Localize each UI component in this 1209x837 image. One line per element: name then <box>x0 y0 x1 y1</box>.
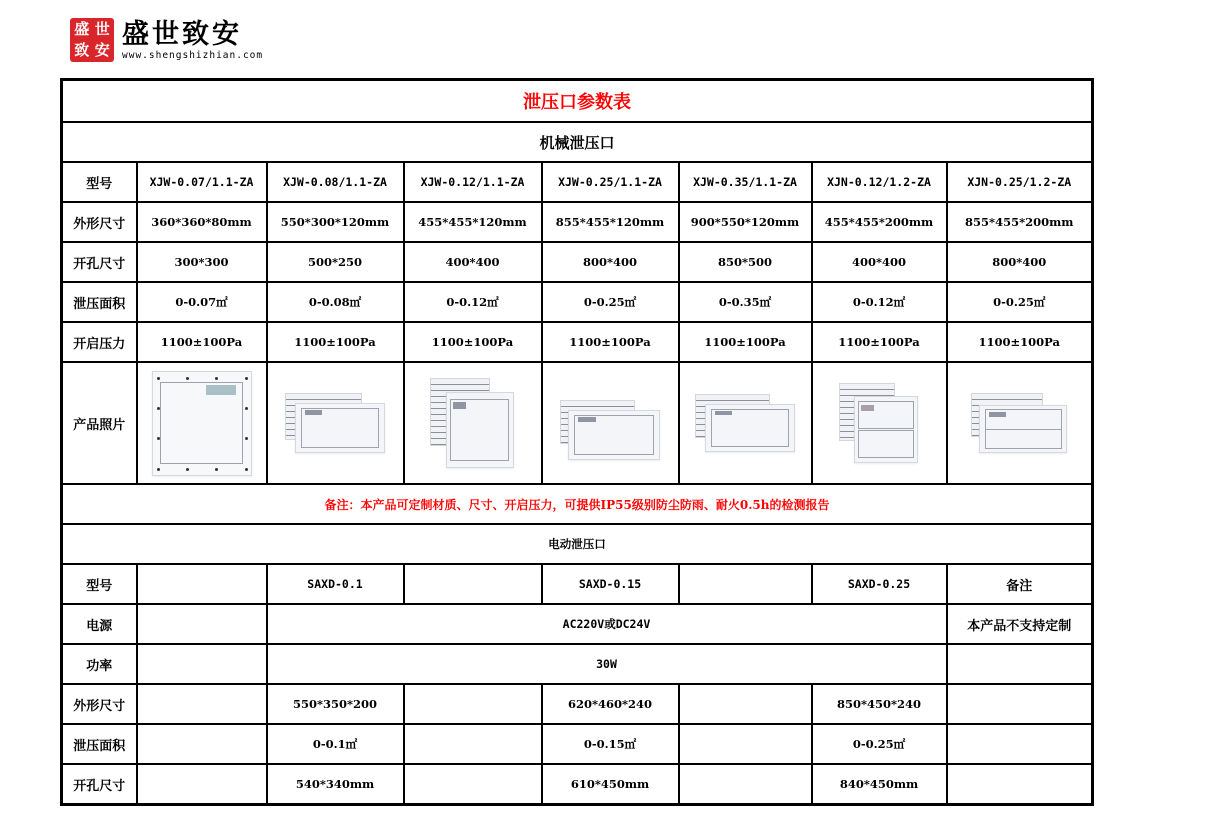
table-cell: 0-0.12㎡ <box>404 282 542 322</box>
product-photo-cell <box>267 362 404 484</box>
table-cell-empty <box>679 684 812 724</box>
table-cell: 0-0.25㎡ <box>947 282 1093 322</box>
table-cell: XJN-0.12/1.2-ZA <box>812 162 947 202</box>
row-label: 泄压面积 <box>62 282 137 322</box>
seal-char: 世 <box>94 20 110 38</box>
mechanical-note: 备注：本产品可定制材质、尺寸、开启压力，可提供IP55级别防尘防雨、耐火0.5h的检测报告 <box>62 484 1093 524</box>
table-cell: 855*455*200mm <box>947 202 1093 242</box>
table-cell: 850*500 <box>679 242 812 282</box>
table-cell: 360*360*80mm <box>137 202 267 242</box>
table-cell-empty <box>137 764 267 805</box>
table-cell: 840*450mm <box>812 764 947 805</box>
table-cell: 0-0.07㎡ <box>137 282 267 322</box>
table-cell: 455*455*120mm <box>404 202 542 242</box>
brand-url: www.shengshizhian.com <box>122 50 264 61</box>
section-title-electric: 电动泄压口 <box>62 524 1093 564</box>
table-cell: 1100±100Pa <box>679 322 812 362</box>
table-row <box>62 604 1093 644</box>
row-label: 产品照片 <box>62 362 137 484</box>
table-cell: 550*350*200 <box>267 684 404 724</box>
table-cell: 0-0.35㎡ <box>679 282 812 322</box>
table-cell-empty <box>137 564 267 604</box>
seal-char: 盛 <box>74 20 90 38</box>
company-logo <box>70 18 263 68</box>
table-cell: 855*455*120mm <box>542 202 679 242</box>
table-cell: 800*400 <box>542 242 679 282</box>
table-cell: XJW-0.35/1.1-ZA <box>679 162 812 202</box>
table-row <box>62 644 1093 684</box>
table-cell: 900*550*120mm <box>679 202 812 242</box>
row-label: 型号 <box>62 162 137 202</box>
logo-seal-icon <box>70 18 114 62</box>
table-cell: 0-0.15㎡ <box>542 724 679 764</box>
table-cell: 850*450*240 <box>812 684 947 724</box>
product-photo-cell <box>404 362 542 484</box>
table-cell: 0-0.12㎡ <box>812 282 947 322</box>
table-cell: 1100±100Pa <box>947 322 1093 362</box>
table-row-photos <box>62 362 1093 484</box>
table-cell: XJW-0.08/1.1-ZA <box>267 162 404 202</box>
louver-panel-photo-icon <box>430 378 516 468</box>
table-cell: 800*400 <box>947 242 1093 282</box>
remark-header: 备注 <box>947 564 1093 604</box>
table-row <box>62 282 1093 322</box>
table-cell-empty <box>947 684 1093 724</box>
table-row <box>62 764 1093 805</box>
table-cell: 1100±100Pa <box>812 322 947 362</box>
table-cell-empty <box>137 724 267 764</box>
table-title: 泄压口参数表 <box>62 80 1093 123</box>
louver-split-panel-photo-icon <box>971 393 1067 453</box>
table-cell: XJW-0.07/1.1-ZA <box>137 162 267 202</box>
table-row <box>62 162 1093 202</box>
seal-char: 致 <box>74 40 90 59</box>
louver-panel-photo-icon <box>560 400 660 460</box>
table-cell: 540*340mm <box>267 764 404 805</box>
louver-panel-photo-icon <box>695 394 795 452</box>
row-label: 外形尺寸 <box>62 684 137 724</box>
table-cell: XJW-0.25/1.1-ZA <box>542 162 679 202</box>
table-cell: XJW-0.12/1.1-ZA <box>404 162 542 202</box>
product-photo-cell <box>679 362 812 484</box>
table-cell: 620*460*240 <box>542 684 679 724</box>
seal-char: 安 <box>94 40 110 59</box>
table-cell: SAXD-0.25 <box>812 564 947 604</box>
brand-name: 盛世致安 <box>122 19 242 50</box>
row-label: 开孔尺寸 <box>62 764 137 805</box>
table-cell: 1100±100Pa <box>542 322 679 362</box>
table-cell: 1100±100Pa <box>137 322 267 362</box>
table-cell-empty <box>404 724 542 764</box>
table-cell: 0-0.25㎡ <box>542 282 679 322</box>
table-cell-empty <box>137 644 267 684</box>
table-cell-empty <box>947 764 1093 805</box>
table-row <box>62 202 1093 242</box>
table-cell: 30W <box>267 644 947 684</box>
square-panel-photo-icon <box>152 371 252 476</box>
product-photo-cell <box>947 362 1093 484</box>
table-cell: 1100±100Pa <box>404 322 542 362</box>
table-cell-empty <box>679 564 812 604</box>
table-cell-empty <box>404 764 542 805</box>
row-label: 泄压面积 <box>62 724 137 764</box>
table-row <box>62 564 1093 604</box>
table-cell-empty <box>137 684 267 724</box>
table-cell: SAXD-0.15 <box>542 564 679 604</box>
table-row <box>62 724 1093 764</box>
table-cell: 400*400 <box>812 242 947 282</box>
table-cell: 400*400 <box>404 242 542 282</box>
table-row <box>62 242 1093 282</box>
table-row <box>62 322 1093 362</box>
louver-split-panel-photo-icon <box>839 383 919 463</box>
table-cell-empty <box>137 604 267 644</box>
louver-panel-photo-icon <box>285 393 385 453</box>
table-cell: 0-0.08㎡ <box>267 282 404 322</box>
remark-cell: 本产品不支持定制 <box>947 604 1093 644</box>
table-cell-empty <box>947 724 1093 764</box>
row-label: 开启压力 <box>62 322 137 362</box>
table-cell: 550*300*120mm <box>267 202 404 242</box>
product-photo-cell <box>137 362 267 484</box>
table-cell-empty <box>404 684 542 724</box>
row-label: 型号 <box>62 564 137 604</box>
table-cell: 610*450mm <box>542 764 679 805</box>
row-label: 功率 <box>62 644 137 684</box>
row-label: 电源 <box>62 604 137 644</box>
row-label: 开孔尺寸 <box>62 242 137 282</box>
table-cell: 455*455*200mm <box>812 202 947 242</box>
table-cell-empty <box>679 764 812 805</box>
row-label: 外形尺寸 <box>62 202 137 242</box>
table-cell-empty <box>679 724 812 764</box>
table-cell: 500*250 <box>267 242 404 282</box>
brand-block <box>122 18 263 62</box>
table-cell: XJN-0.25/1.2-ZA <box>947 162 1093 202</box>
pressure-relief-spec-table <box>60 78 1094 806</box>
product-photo-cell <box>542 362 679 484</box>
table-cell: 0-0.25㎡ <box>812 724 947 764</box>
table-cell: AC220V或DC24V <box>267 604 947 644</box>
table-row <box>62 684 1093 724</box>
table-cell-empty <box>947 644 1093 684</box>
table-cell: 0-0.1㎡ <box>267 724 404 764</box>
table-cell-empty <box>404 564 542 604</box>
product-photo-cell <box>812 362 947 484</box>
section-title-mechanical: 机械泄压口 <box>62 122 1093 162</box>
table-cell: SAXD-0.1 <box>267 564 404 604</box>
table-cell: 1100±100Pa <box>267 322 404 362</box>
table-cell: 300*300 <box>137 242 267 282</box>
